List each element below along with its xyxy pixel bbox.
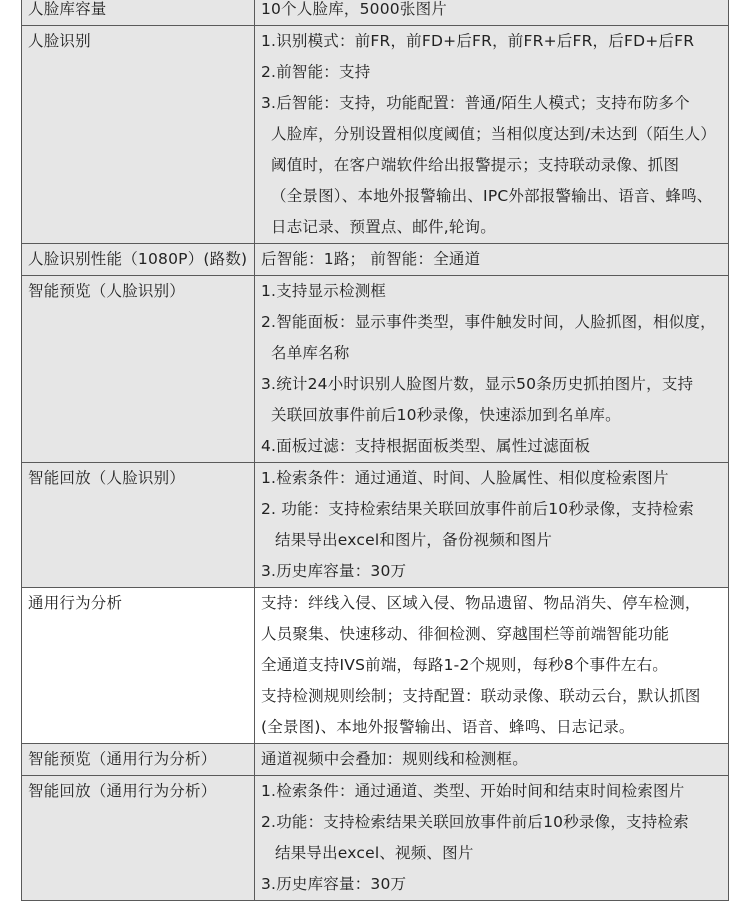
table-row <box>22 26 729 244</box>
value-line: 人员聚集、快速移动、徘徊检测、穿越围栏等前端智能功能 <box>261 625 670 643</box>
value-line: 日志记录、预置点、邮件,轮询。 <box>271 218 496 236</box>
table-row <box>22 588 729 744</box>
table-row <box>22 776 729 901</box>
value-line: 阈值时，在客户端软件给出报警提示；支持联动录像、抓图 <box>271 156 680 174</box>
table-row <box>22 463 729 588</box>
value-line: 2.前智能：支持 <box>261 63 371 81</box>
value-line: 结果导出excel和图片，备份视频和图片 <box>275 531 553 549</box>
value-line: 结果导出excel、视频、图片 <box>275 844 474 862</box>
value-line: 2.功能：支持检索结果关联回放事件前后10秒录像，支持检索 <box>261 813 689 831</box>
row-value <box>255 776 729 901</box>
row-label: 人脸识别性能（1080P）(路数) <box>22 244 255 276</box>
value-line: 1.识别模式：前FR，前FD+后FR，前FR+后FR，后FD+后FR <box>261 32 695 50</box>
value-line: 1.检索条件：通过通道、时间、人脸属性、相似度检索图片 <box>261 469 669 487</box>
row-label: 智能预览（通用行为分析） <box>22 744 255 776</box>
row-value <box>255 588 729 744</box>
row-value <box>255 244 729 276</box>
value-line: (全景图)、本地外报警输出、语音、蜂鸣、日志记录。 <box>261 718 635 736</box>
value-line: 通道视频中会叠加：规则线和检测框。 <box>261 750 528 768</box>
table-row <box>22 0 729 26</box>
value-line: 1.支持显示检测框 <box>261 282 387 300</box>
value-line: 全通道支持IVS前端，每路1-2个规则，每秒8个事件左右。 <box>261 656 668 674</box>
value-line: 10个人脸库，5000张图片 <box>261 0 447 18</box>
row-label: 人脸库容量 <box>22 0 255 26</box>
value-line: 3.后智能：支持，功能配置：普通/陌生人模式；支持布防多个 <box>261 94 690 112</box>
spec-table <box>21 0 729 901</box>
value-line: 关联回放事件前后10秒录像，快速添加到名单库。 <box>271 406 621 424</box>
value-line: 3.历史库容量：30万 <box>261 562 407 580</box>
table-row <box>22 744 729 776</box>
row-label: 智能预览（人脸识别） <box>22 276 255 463</box>
value-line: 2.智能面板：显示事件类型，事件触发时间，人脸抓图，相似度， <box>261 313 716 331</box>
value-line: 2. 功能：支持检索结果关联回放事件前后10秒录像，支持检索 <box>261 500 694 518</box>
value-line: 人脸库，分别设置相似度阈值；当相似度达到/未达到（陌生人） <box>271 125 717 143</box>
value-line: 支持检测规则绘制；支持配置：联动录像、联动云台，默认抓图 <box>261 687 701 705</box>
row-value <box>255 26 729 244</box>
value-line: 1.检索条件：通过通道、类型、开始时间和结束时间检索图片 <box>261 782 685 800</box>
row-label: 人脸识别 <box>22 26 255 244</box>
table-row <box>22 244 729 276</box>
row-label: 通用行为分析 <box>22 588 255 744</box>
value-line: 3.统计24小时识别人脸图片数，显示50条历史抓拍图片，支持 <box>261 375 694 393</box>
row-value <box>255 0 729 26</box>
row-value <box>255 463 729 588</box>
row-value <box>255 276 729 463</box>
table-row <box>22 276 729 463</box>
value-line: 4.面板过滤：支持根据面板类型、属性过滤面板 <box>261 437 591 455</box>
value-line: 支持：绊线入侵、区域入侵、物品遗留、物品消失、停车检测， <box>261 594 701 612</box>
row-label: 智能回放（通用行为分析） <box>22 776 255 901</box>
value-line: 3.历史库容量：30万 <box>261 875 407 893</box>
value-line: 名单库名称 <box>271 344 350 362</box>
value-line: （全景图）、本地外报警输出、IPC外部报警输出、语音、蜂鸣、 <box>271 187 713 205</box>
row-label: 智能回放（人脸识别） <box>22 463 255 588</box>
value-line: 后智能：1路； 前智能：全通道 <box>261 250 481 268</box>
row-value <box>255 744 729 776</box>
